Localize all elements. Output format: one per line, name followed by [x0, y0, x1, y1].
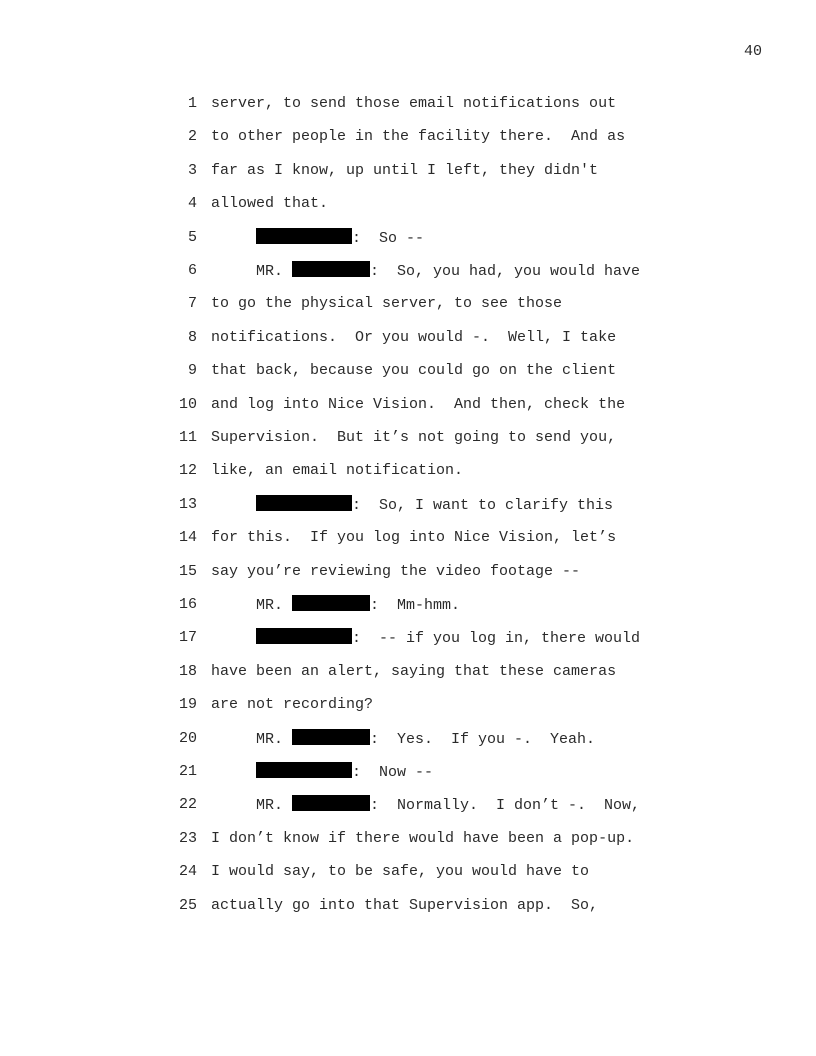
redaction-bar: [256, 628, 352, 644]
line-number: 9: [187, 362, 197, 380]
line-number: 1: [187, 95, 197, 112]
line-text: server, to send those email notifications out: [211, 95, 617, 112]
line-text: like, an email notification.: [211, 462, 464, 480]
line-number: 6: [187, 262, 197, 279]
line-number: 22: [178, 796, 197, 814]
speaker-text: : -- if you log in, there would: [352, 630, 641, 648]
speaker-text: : Yes. If you -. Yeah.: [370, 730, 596, 748]
redaction-bar: [256, 762, 352, 778]
line-text: to other people in the facility there. And as: [211, 128, 626, 146]
speaker-text: : Mm-hmm.: [370, 597, 461, 614]
redaction-bar: [256, 495, 352, 511]
speaker-text: : So, you had, you would have: [370, 263, 641, 280]
line-text: I don’t know if there would have been a pop-up.: [211, 829, 635, 847]
line-text: [211, 628, 640, 649]
line-text: have been an alert, saying that these cameras: [211, 662, 617, 680]
speaker-prefix: [211, 764, 256, 781]
line-text: notifications. Or you would -. Well, I take: [211, 328, 617, 346]
line-text: [211, 228, 424, 249]
line-number: 21: [178, 763, 197, 780]
line-text: far as I know, up until I left, they didn't: [211, 161, 599, 179]
redaction-bar: [292, 729, 370, 745]
speaker-prefix: MR.: [211, 597, 293, 614]
page-number: 40: [743, 43, 762, 60]
line-number: 3: [187, 161, 197, 179]
line-number: 20: [178, 729, 197, 747]
redaction-bar: [292, 261, 370, 277]
line-number: 23: [178, 829, 197, 847]
line-number: 5: [187, 228, 197, 246]
line-text: [211, 762, 433, 783]
redaction-bar: [292, 795, 370, 811]
line-number: 17: [178, 629, 197, 647]
line-number: 2: [187, 128, 197, 146]
line-number: 11: [178, 429, 197, 446]
line-number: 25: [178, 896, 197, 914]
line-number: 10: [178, 395, 197, 413]
line-text: to go the physical server, to see those: [211, 295, 563, 313]
line-number: 16: [178, 596, 197, 613]
line-number: 7: [187, 295, 197, 313]
speaker-prefix: MR.: [211, 263, 293, 280]
line-text: [211, 595, 460, 616]
line-text: say you’re reviewing the video footage --: [211, 562, 581, 580]
speaker-prefix: [211, 630, 256, 647]
speaker-prefix: [211, 497, 256, 514]
speaker-prefix: MR.: [211, 797, 293, 815]
line-number: 4: [187, 195, 197, 213]
line-text: actually go into that Supervision app. So,: [211, 896, 599, 914]
line-text: for this. If you log into Nice Vision, let’s: [211, 529, 617, 547]
redaction-bar: [256, 228, 352, 244]
line-text: I would say, to be safe, you would have to: [211, 863, 590, 881]
speaker-prefix: [211, 230, 256, 247]
line-text: are not recording?: [211, 696, 374, 714]
line-number: 13: [178, 495, 197, 513]
line-text: [211, 495, 613, 516]
line-text: that back, because you could go on the client: [211, 362, 617, 380]
speaker-text: : Now --: [352, 764, 434, 781]
speaker-text: : Normally. I don’t -. Now,: [370, 797, 641, 815]
line-text: and log into Nice Vision. And then, check the: [211, 395, 626, 413]
line-number: 24: [178, 863, 197, 881]
speaker-text: : So --: [352, 229, 425, 247]
line-number: 18: [178, 662, 197, 680]
line-text: [211, 261, 640, 282]
speaker-text: : So, I want to clarify this: [352, 496, 614, 514]
line-text: [211, 795, 640, 816]
speaker-prefix: MR.: [211, 730, 293, 748]
line-text: allowed that.: [211, 195, 329, 213]
line-number: 19: [178, 696, 197, 714]
line-number: 8: [187, 328, 197, 346]
line-text: Supervision. But it’s not going to send you,: [211, 429, 617, 446]
line-number: 14: [178, 529, 197, 547]
redaction-bar: [292, 595, 370, 611]
line-number: 15: [178, 562, 197, 580]
line-text: [211, 729, 595, 750]
line-number: 12: [178, 462, 197, 480]
